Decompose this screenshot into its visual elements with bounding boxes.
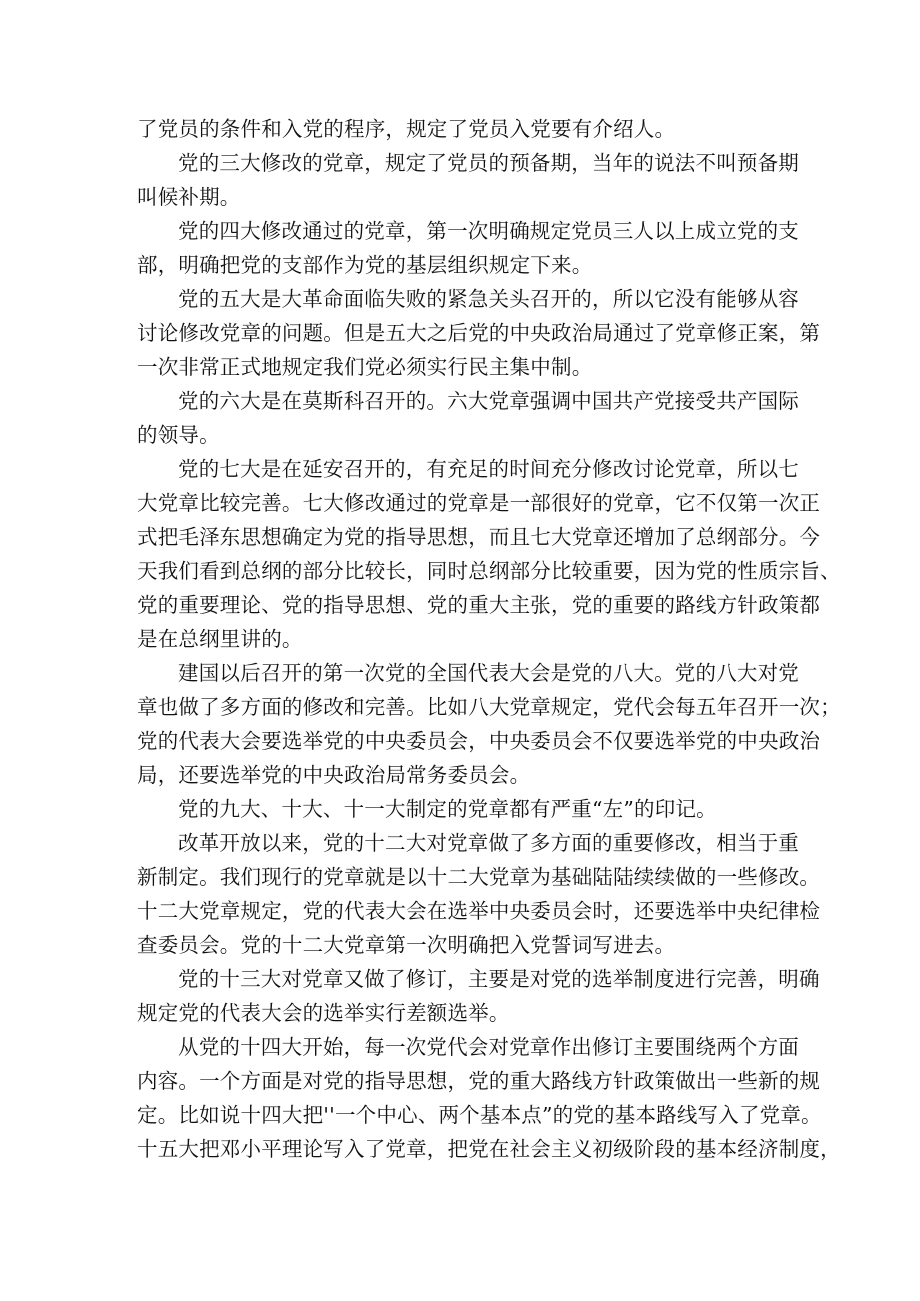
text-line: 党的六大是在莫斯科召开的。六大党章强调中国共产党接受共产国际 xyxy=(178,389,799,413)
paragraph xyxy=(137,826,821,962)
text-line: 党的重要理论、党的指导思想、党的重大主张，党的重要的路线方针政策都 xyxy=(137,593,821,617)
text-line: 大党章比较完善。七大修改通过的党章是一部很好的党章，它不仅第一次正 xyxy=(137,491,821,515)
paragraph xyxy=(137,962,820,1030)
text-line: 十二大党章规定，党的代表大会在选举中央委员会时，还要选举中央纪律检 xyxy=(137,899,821,923)
text-line: 内容。一个方面是对党的指导思想，党的重大路线方针政策做出一些新的规 xyxy=(137,1069,821,1093)
text-line: 是在总纲里讲的。 xyxy=(137,627,303,651)
paragraph xyxy=(137,384,797,452)
text-line: 式把毛泽东思想确定为党的指导思想，而且七大党章还增加了总纲部分。今 xyxy=(137,525,821,549)
text-line: 一次非常正式地规定我们党必须实行民主集中制。 xyxy=(137,355,593,379)
paragraph xyxy=(137,656,841,792)
text-line: 党的四大修改通过的党章，第一次明确规定党员三人以上成立党的支 xyxy=(178,219,799,243)
document-page xyxy=(137,112,841,1166)
text-line: 查委员会。党的十二大党章第一次明确把入党誓词写进去。 xyxy=(137,933,676,957)
text-line: 章也做了多方面的修改和完善。比如八大党章规定，党代会每五年召开一次； xyxy=(137,695,841,719)
text-line: 十五大把邓小平理论写入了党章，把党在社会主义初级阶段的基本经济制度， xyxy=(137,1137,841,1161)
text-line: 改革开放以来，党的十二大对党章做了多方面的重要修改，相当于重 xyxy=(178,831,799,855)
text-line: 新制定。我们现行的党章就是以十二大党章为基础陆陆续续做的一些修改。 xyxy=(137,865,821,889)
text-line: 党的九大、十大、十一大制定的党章都有严重“左”的印记。 xyxy=(178,797,717,821)
text-line: 了党员的条件和入党的程序，规定了党员入党要有介绍人。 xyxy=(137,117,676,141)
text-line: 叫候补期。 xyxy=(137,185,241,209)
text-line: 讨论修改党章的问题。但是五大之后党的中央政治局通过了党章修正案，第 xyxy=(137,321,821,345)
text-line: 党的代表大会要选举党的中央委员会，中央委员会不仅要选举党的中央政治 xyxy=(137,729,821,753)
text-line: 党的五大是大革命面临失败的紧急关头召开的，所以它没有能够从容 xyxy=(178,287,799,311)
paragraph xyxy=(137,1030,841,1166)
text-line: 部，明确把党的支部作为党的基层组织规定下来。 xyxy=(137,253,593,277)
text-line: 建国以后召开的第一次党的全国代表大会是党的八大。党的八大对党 xyxy=(178,661,799,685)
text-line: 的领导。 xyxy=(137,423,220,447)
paragraph xyxy=(137,452,841,656)
text-line: 规定党的代表大会的选举实行差额选举。 xyxy=(137,1001,510,1025)
text-line: 党的三大修改的党章，规定了党员的预备期，当年的说法不叫预备期 xyxy=(178,151,799,175)
text-line: 定。比如说十四大把''一个中心、两个基本点”的党的基本路线写入了党章。 xyxy=(137,1103,822,1127)
paragraph xyxy=(137,214,797,282)
text-line: 党的十三大对党章又做了修订，主要是对党的选举制度进行完善，明确 xyxy=(178,967,820,991)
paragraph xyxy=(137,282,821,384)
text-line: 党的七大是在延安召开的，有充足的时间充分修改讨论党章，所以七 xyxy=(178,457,799,481)
paragraph xyxy=(137,112,797,146)
paragraph xyxy=(137,792,797,826)
text-line: 从党的十四大开始，每一次党代会对党章作出修订主要围绕两个方面 xyxy=(178,1035,799,1059)
paragraph xyxy=(137,146,797,214)
text-line: 局，还要选举党的中央政治局常务委员会。 xyxy=(137,763,531,787)
text-line: 天我们看到总纲的部分比较长，同时总纲部分比较重要，因为党的性质宗旨、 xyxy=(137,559,841,583)
